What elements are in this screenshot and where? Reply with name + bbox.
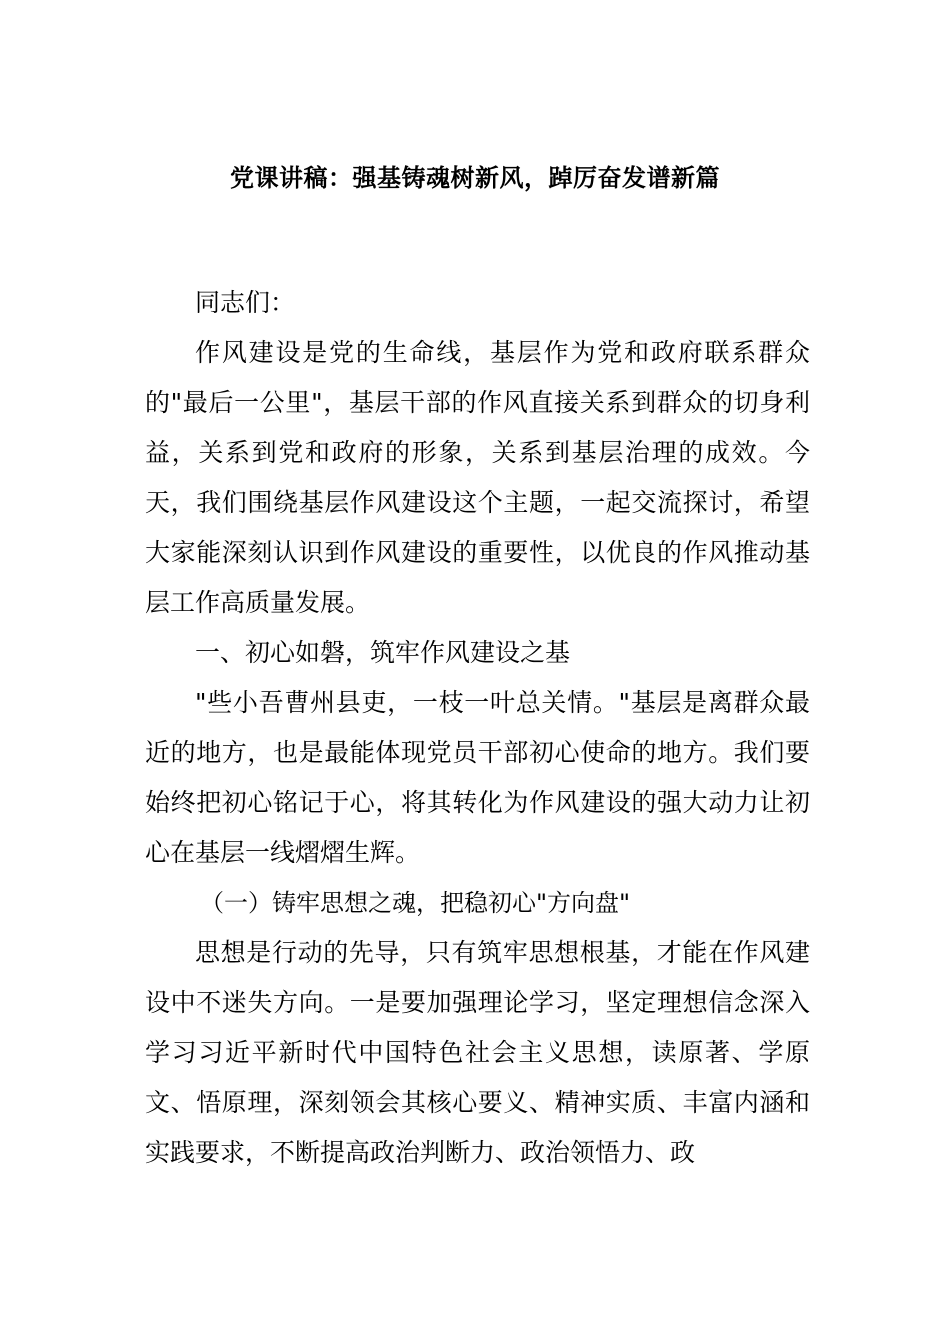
section-heading-1: 一、初心如磐，筑牢作风建设之基 (195, 638, 571, 667)
document-title: 党课讲稿：强基铸魂树新风，踔厉奋发谱新篇 (230, 164, 720, 192)
subsection-heading-1: （一）铸牢思想之魂，把稳初心"方向盘" (200, 889, 631, 917)
document-body (145, 278, 810, 1178)
section-1-paragraph: "些小吾曹州县吏，一枝一叶总关情。"基层是离群众最近的地方，也是最能体现党员干部初心使命的地方。我们要始终把初心铭记于心，将其转化为作风建设的强大动力让初心在基层一线熠熠生辉。 (145, 688, 810, 867)
subsection-1-paragraph: 思想是行动的先导，只有筑牢思想根基，才能在作风建设中不迷失方向。一是要加强理论学习，坚定理想信念深入学习习近平新时代中国特色社会主义思想，读原著、学原文、悟原理，深刻领会其核心要义、精神实质、丰富内涵和实践要求，不断提高政治判断力、政治领悟力、政 (145, 938, 810, 1167)
intro-paragraph: 作风建设是党的生命线，基层作为党和政府联系群众的"最后一公里"，基层干部的作风直接关系到群众的切身利益，关系到党和政府的形象，关系到基层治理的成效。今天，我们围绕基层作风建设这个主题，一起交流探讨，希望大家能深刻认识到作风建设的重要性，以优良的作风推动基层工作高质量发展。 (145, 338, 810, 617)
salutation-paragraph: 同志们： (195, 288, 296, 317)
